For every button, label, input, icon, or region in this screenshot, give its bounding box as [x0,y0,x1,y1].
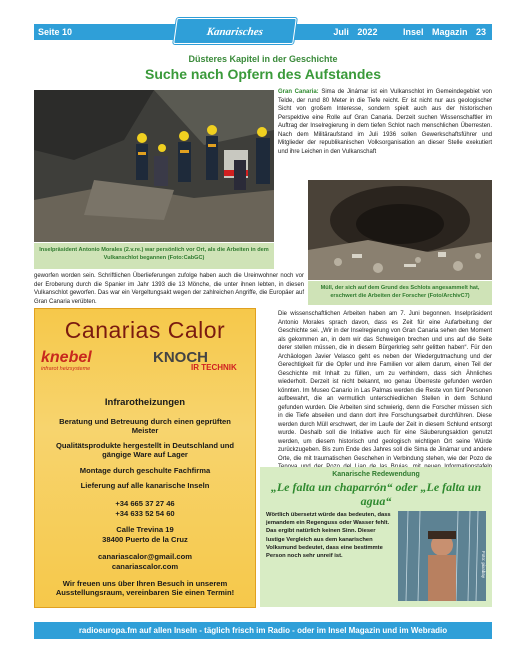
ad-heading: Infrarotheizungen [104,397,186,408]
saying-kicker: Kanarische Redewendung [332,471,420,478]
article-intro [278,88,492,156]
rain-photo [398,511,486,601]
footer-bar: radioeuropa.fm auf allen Inseln - täglich frisch im Radio - oder im Insel Magazin und im Webradio [34,622,492,639]
knebel-tagline: infrarot heizsysteme [41,366,91,372]
ad-phone-1[interactable]: +34 665 37 27 46 [115,499,175,508]
ad-logos [41,349,251,377]
ad-invite: Wir freuen uns über Ihren Besuch in unserem Ausstellungsraum, vereinbaren Sie einen Termin! [55,579,235,598]
knoch-tagline: IR TECHNIK [191,363,237,372]
ad-line-2: Qualitätsprodukte hergestellt in Deutschland und gängige Ware auf Lager [55,441,235,460]
rescue-workers-photo [34,90,274,242]
ad-line-1: Beratung und Betreuung durch einen geprüften Meister [59,417,231,436]
dateline: Gran Canaria: [278,89,319,95]
ad-email[interactable]: canariascalor@gmail.com [98,552,192,561]
saying-box [260,467,492,607]
magazine-name: Insel Magazin 23 [402,27,486,37]
ad-street: Calle Trevina 19 [116,525,174,534]
article-kicker: Düsteres Kapitel in der Geschichte [188,54,338,64]
shaft-illustration [308,180,492,280]
ad-phone-2[interactable]: +34 633 52 54 60 [115,509,175,518]
issue-date: Juli 2022 [333,27,378,37]
rescue-workers-illustration [34,90,274,242]
article-headline: Suche nach Opfern des Aufstandes [145,66,381,82]
article-paragraph-1: Sima de Jinámar ist ein Vulkanschlot im Gemeindegebiet von Telde, der rund 80 Meter in die Tiefe reicht. Er ist nicht nur aus geologischer Sicht von großem Interesse, sondern spielt auch aus der historischen Perspektive eine Rolle auf Gran Canaria. Derzeit suchen Wissenschaftler im Auftrag der Inselregierung in dem tiefen Schlot nach menschlichen Überresten. Nach dem Militäraufstand im Juli 1936 sollen Gewerkschaftsführer und Mitglieder der republikanischen Volksorganisation an dieser Stelle exekutiert und ihre Leichen in den Vulkanschaft [278,89,493,155]
person-in-rain-illustration [398,511,486,601]
issue-info [333,27,486,37]
ad-line-4: Lieferung auf alle kanarische Inseln [80,481,210,490]
saying-body: Wörtlich übersetzt würde das bedeuten, dass jemandem ein Regenguss oder Wasser fehlt. Das ergibt natürlich keinen Sinn. Dieser lustige Vergleich aus dem kanarischen Volksmund bedeutet, dass eine bestimmte Person noch sehr unreif ist. [266,512,391,560]
knoch-logo: KNOCH [153,349,208,366]
knebel-logo: knebel [41,349,92,366]
section-ribbon: Kanarisches [173,18,297,44]
volcanic-shaft-photo [308,180,492,280]
canarias-calor-ad [34,308,256,608]
photo1-caption: Inselpräsident Antonio Morales (2.v.re.) war persönlich vor Ort, als die Arbeiten in dem Vulkanschlot begannen (Foto:CabGC) [34,243,274,269]
article-paragraph-3: Die wissenschaftlichen Arbeiten haben am 7. Juni begonnen. Inselpräsident Antonio Morales sprach davon, dass es Zeit für eine Aufarbeitung der Geschichte sei. „Wir in der Inselregierung von Gran Canaria sehen den Moment als gekommen an, in dem wir das Schweigen brechen und uns auf die Seite derer stellen müssen, die in diesem Bürgerkrieg sehr gelitten haben“. Für den Archäologen Javier Velasco geht es neben der Wiedergutmachung und der Gerechtigkeit für die Opfer und ihre Familien vor allem darum, einen Teil der Geschichte mit Inhalt zu füllen, um zu verhindern, dass sich Ähnliches wiederholt. Derzeit ist nicht bekannt, wo genau Überreste gefunden werden könnten. Im Museo Canario in Las Palmas werden die Reste von fünf Personen aufbewahrt, die an vermutlich unterschiedlichen Stellen in dem Schlund gefunden wurden. Die Arbeiten sind schwierig, denn die Forscher müssen sich in die Tiefe abseilen und dann dort ihre Forschungsarbeit durchführen. Diese werden durch Müll erschwert, der im Laufe der Zeit in diesem Schlund entsorgt wurde. Deshalb soll die Initiative auch für eine Säuberungsaktion genutzt werden, um diesem historisch und geologisch wichtigen Ort seine Würde zurückzugeben. Bis zum Ende des Jahres soll die Sima de Jinámar und andere Orte, die mit traumatischen Geschehen in Verbindung stehen, wie der Pozo de [278,311,492,462]
photo2-caption: Müll, der sich auf dem Grund des Schlots angesammelt hat, erschwert die Arbeiten der Forscher (Foto/ArchivC7) [308,281,492,305]
ad-city: 38400 Puerto de la Cruz [102,535,188,544]
page-number: Seite 10 [38,27,73,37]
article-paragraph-2: geworfen worden sein. Schriftlichen Überlieferungen zufolge haben auch die Ureinwohner noch vor der Eroberung durch die Spanier im Jahr 1393 die 13 Mönche, die unter ihnen lebten, in diesen Vulkanschlot geworfen. Das war ein Vergeltungsakt wegen der zahlreichen Angriffe, die Europäer auf Gran Canaria verübten. [34,273,304,305]
ad-website[interactable]: canariascalor.com [111,562,179,571]
saying-title: „Le falta un chaparrón“ oder „Le falta un agua“ [270,480,482,508]
ad-line-3: Montage durch geschulte Fachfirma [79,466,211,475]
photo-credit: Foto: pixabay [481,551,486,579]
ad-title: Canarias Calor [64,317,226,343]
